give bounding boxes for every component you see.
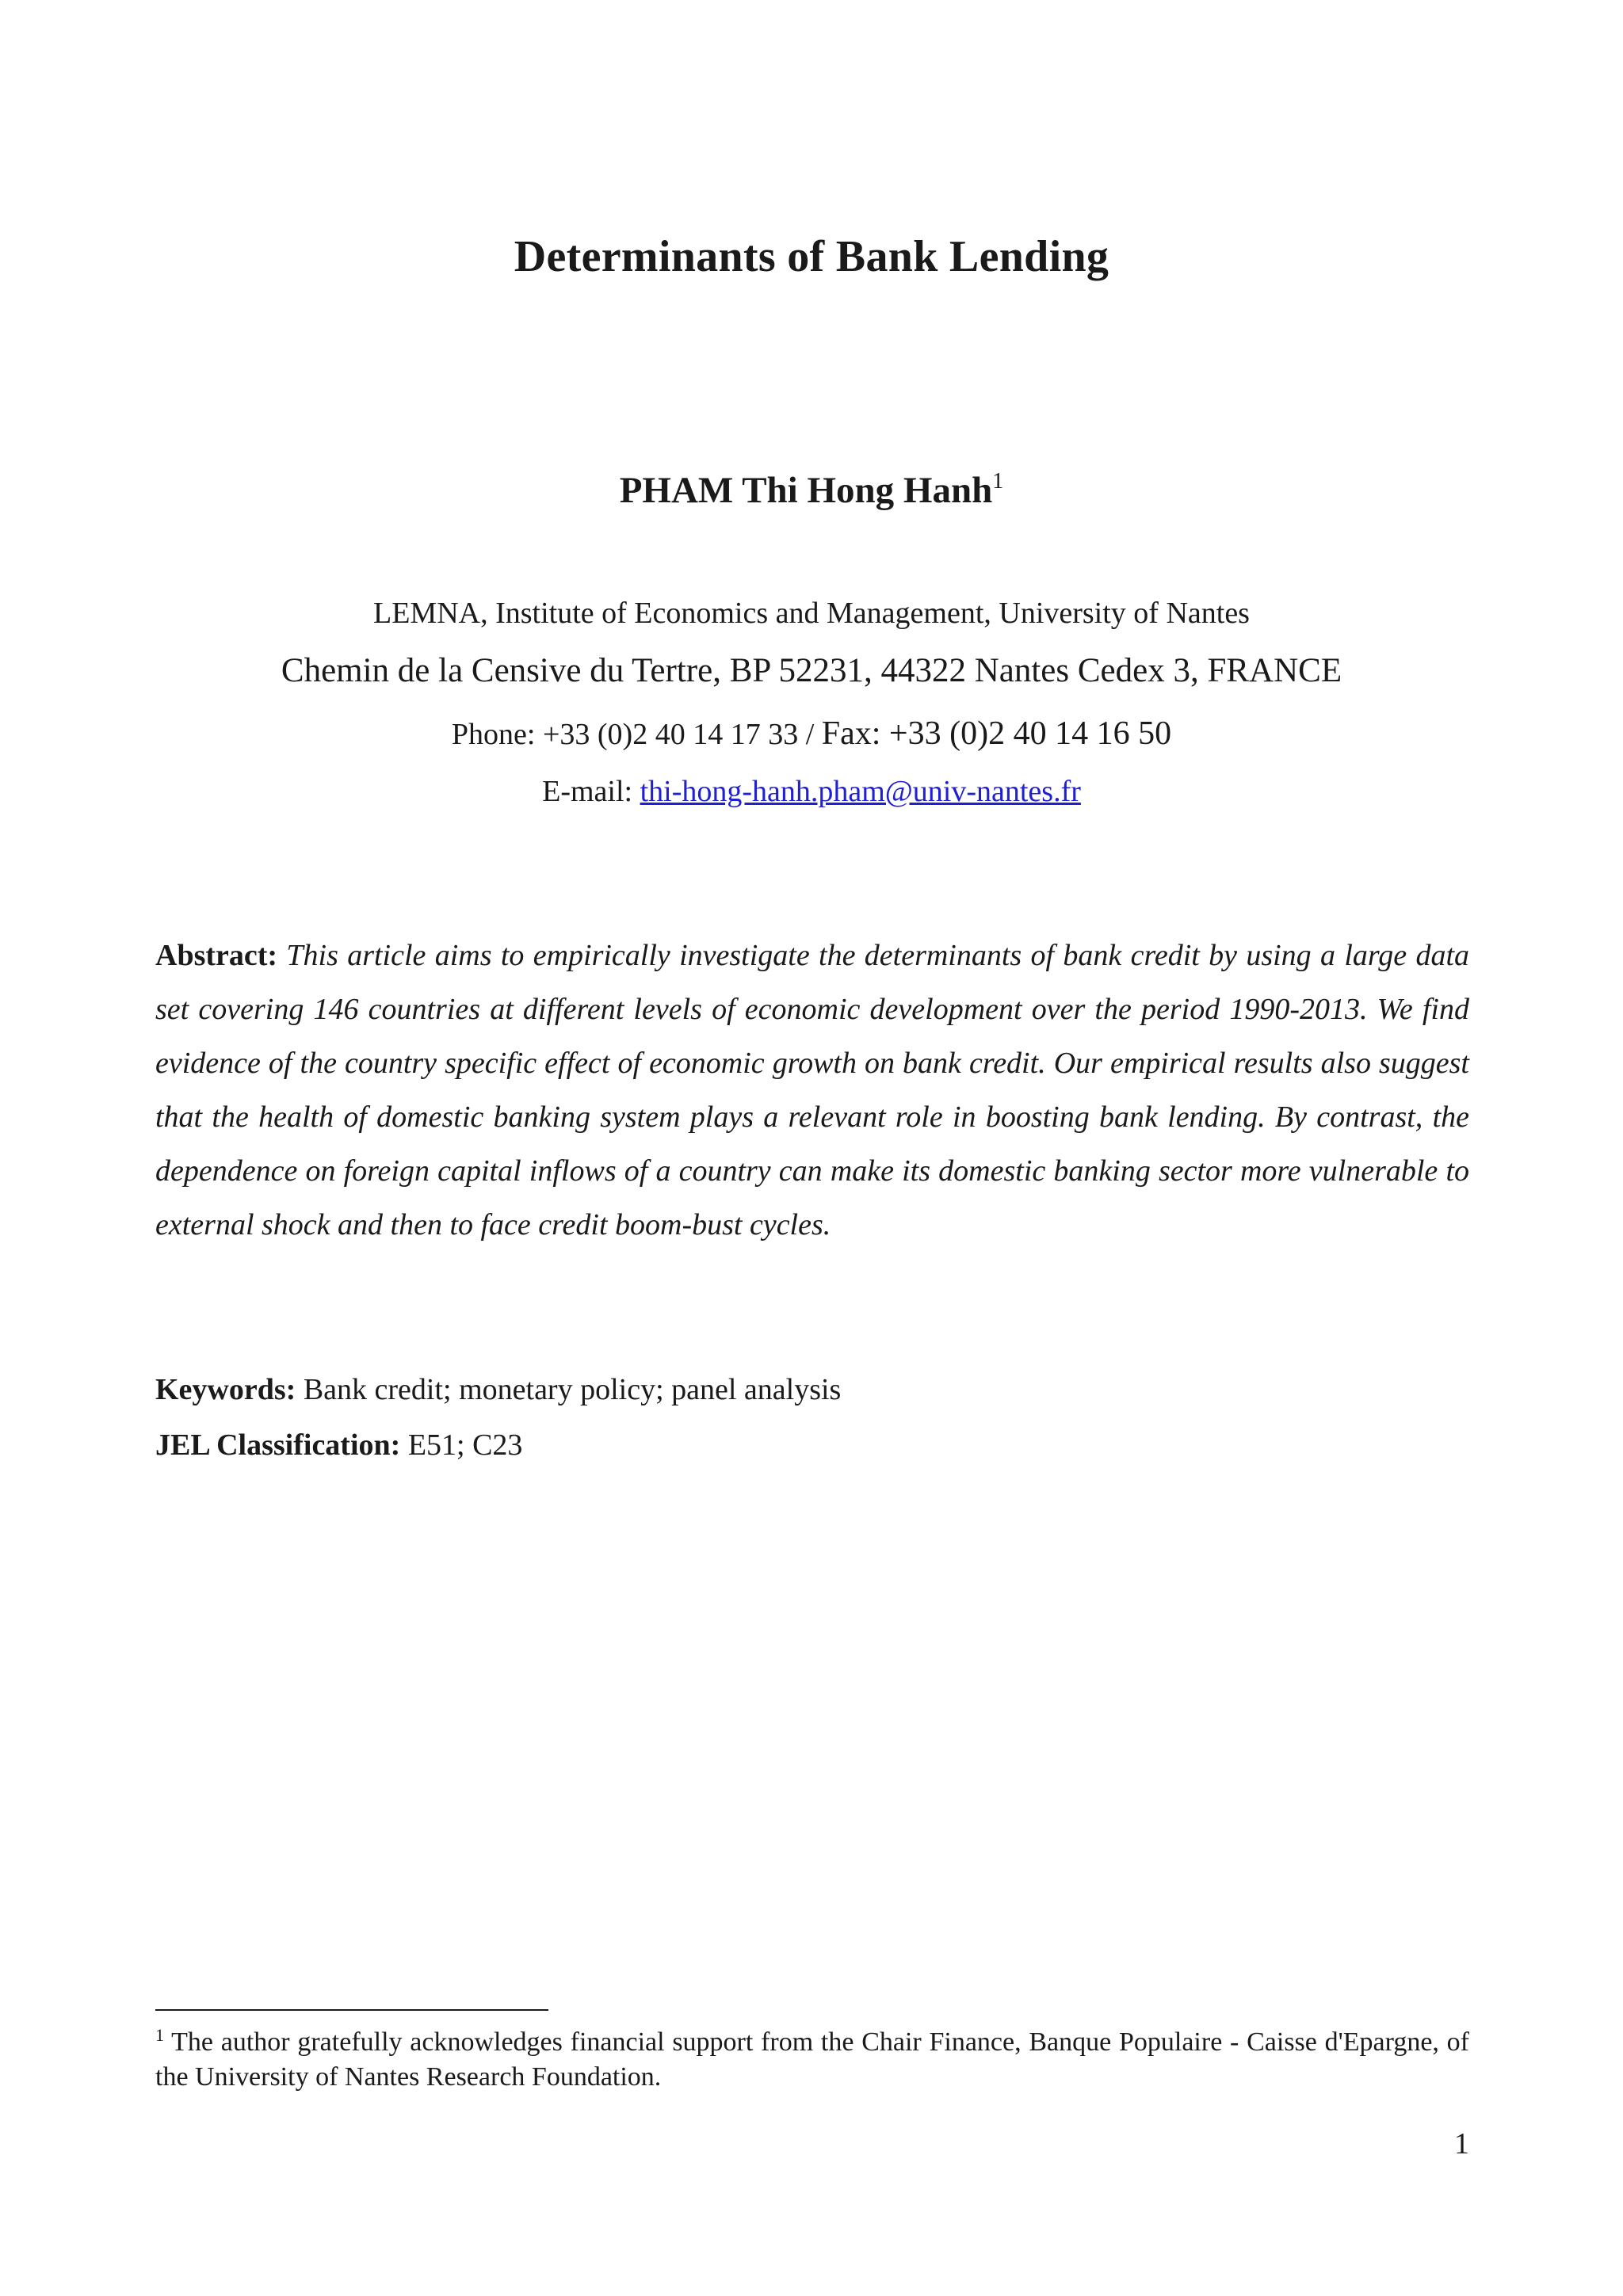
author-footnote-mark[interactable]: 1	[992, 469, 1004, 494]
affiliation-phone-fax	[0, 715, 1623, 753]
keywords	[155, 1372, 841, 1407]
footnote	[155, 2025, 1469, 2095]
jel-text: E51; C23	[407, 1428, 523, 1462]
email-link[interactable]: thi-hong-hanh.pham@univ-nantes.fr	[640, 775, 1081, 808]
abstract-label: Abstract:	[155, 939, 278, 972]
abstract-text: This article aims to empirically investigate the determinants of bank credit by using a large data set covering 146 countries at different levels of economic development over the period 1990-2013. We find evidence of the country specific effect of economic growth on bank credit. Our empirical results also suggest that the health of domestic banking system plays a relevant role in boosting bank lending. By contrast, the dependence on foreign capital inflows of a country can make its domestic banking sector more vulnerable to external shock and then to face credit boom-bust cycles.	[155, 939, 1470, 1241]
jel-label: JEL Classification:	[155, 1428, 401, 1462]
keywords-label: Keywords:	[155, 1373, 296, 1406]
jel-classification	[155, 1428, 522, 1463]
email-label: E-mail:	[542, 775, 640, 808]
author-line	[0, 469, 1623, 512]
fax-text: Fax: +33 (0)2 40 14 16 50	[821, 715, 1172, 752]
author-name: PHAM Thi Hong Hanh	[619, 470, 993, 511]
footnote-text: The author gratefully acknowledges financial support from the Chair Finance, Banque Populaire - Caisse d'Epargne, of the University of Nantes Research Foundation.	[155, 2027, 1469, 2092]
keywords-text: Bank credit; monetary policy; panel analysis	[303, 1373, 842, 1406]
footnote-divider	[155, 2009, 548, 2011]
affiliation-email	[0, 774, 1623, 809]
footnote-mark: 1	[155, 2025, 164, 2045]
paper-title: Determinants of Bank Lending	[514, 232, 1109, 281]
affiliation-address: Chemin de la Censive du Tertre, BP 52231, 44322 Nantes Cedex 3, FRANCE	[281, 652, 1342, 689]
page-number: 1	[1454, 2127, 1469, 2161]
phone-text: Phone: +33 (0)2 40 14 17 33 /	[451, 718, 822, 751]
abstract	[155, 929, 1469, 1252]
affiliation-institution: LEMNA, Institute of Economics and Management, University of Nantes	[373, 597, 1250, 630]
